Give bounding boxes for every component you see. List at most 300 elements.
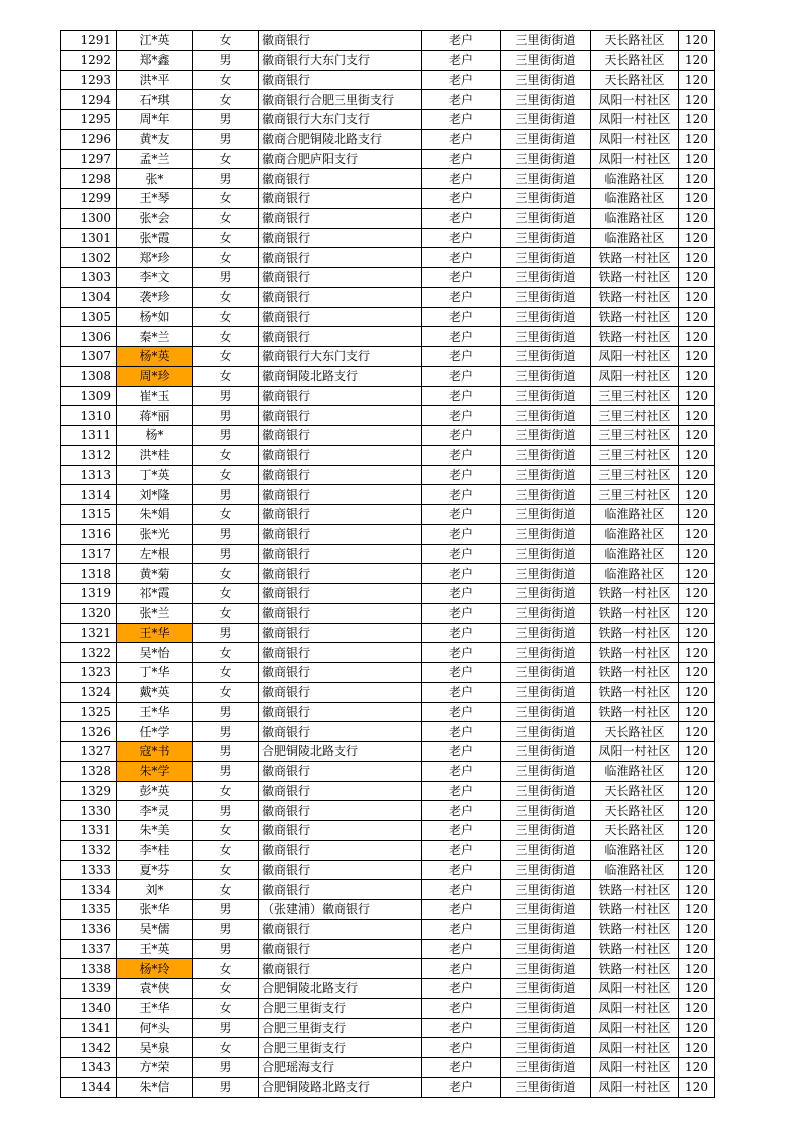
cell-unit: 徽商银行 <box>259 426 422 446</box>
cell-gender: 女 <box>193 90 259 110</box>
cell-id: 1309 <box>61 386 117 406</box>
cell-type: 老户 <box>422 90 501 110</box>
table-row <box>61 564 715 584</box>
cell-gender: 男 <box>193 1077 259 1097</box>
cell-type: 老户 <box>422 880 501 900</box>
cell-amount: 120 <box>679 919 715 939</box>
cell-community: 凤阳一村社区 <box>591 366 679 386</box>
cell-amount: 120 <box>679 366 715 386</box>
cell-street: 三里街街道 <box>501 386 591 406</box>
cell-type: 老户 <box>422 682 501 702</box>
cell-gender: 女 <box>193 663 259 683</box>
cell-amount: 120 <box>679 564 715 584</box>
cell-street: 三里街街道 <box>501 722 591 742</box>
cell-street: 三里街街道 <box>501 702 591 722</box>
cell-name: 李*文 <box>117 268 193 288</box>
cell-unit: 合肥铜陵路北路支行 <box>259 1077 422 1097</box>
cell-unit: 徽商银行 <box>259 840 422 860</box>
cell-amount: 120 <box>679 426 715 446</box>
cell-amount: 120 <box>679 781 715 801</box>
cell-street: 三里街街道 <box>501 70 591 90</box>
cell-name: 王*华 <box>117 998 193 1018</box>
cell-name: 吴*泉 <box>117 1038 193 1058</box>
cell-gender: 女 <box>193 505 259 525</box>
cell-amount: 120 <box>679 70 715 90</box>
cell-community: 临淮路社区 <box>591 189 679 209</box>
cell-id: 1313 <box>61 465 117 485</box>
cell-gender: 男 <box>193 801 259 821</box>
table-row <box>61 386 715 406</box>
table-row <box>61 129 715 149</box>
cell-unit: 徽商银行 <box>259 268 422 288</box>
table-row <box>61 406 715 426</box>
table-row <box>61 31 715 51</box>
cell-amount: 120 <box>679 110 715 130</box>
cell-id: 1336 <box>61 919 117 939</box>
cell-street: 三里街街道 <box>501 663 591 683</box>
cell-type: 老户 <box>422 1077 501 1097</box>
cell-id: 1326 <box>61 722 117 742</box>
cell-amount: 120 <box>679 801 715 821</box>
cell-id: 1331 <box>61 821 117 841</box>
cell-street: 三里街街道 <box>501 603 591 623</box>
cell-type: 老户 <box>422 110 501 130</box>
table-row <box>61 880 715 900</box>
cell-community: 临淮路社区 <box>591 208 679 228</box>
cell-community: 凤阳一村社区 <box>591 110 679 130</box>
cell-street: 三里街街道 <box>501 584 591 604</box>
cell-id: 1334 <box>61 880 117 900</box>
cell-name: 朱*美 <box>117 821 193 841</box>
cell-community: 凤阳一村社区 <box>591 1058 679 1078</box>
cell-gender: 女 <box>193 1038 259 1058</box>
cell-street: 三里街街道 <box>501 1018 591 1038</box>
cell-street: 三里街街道 <box>501 524 591 544</box>
cell-amount: 120 <box>679 465 715 485</box>
cell-unit: 徽商银行 <box>259 959 422 979</box>
cell-amount: 120 <box>679 327 715 347</box>
cell-name: 朱*娟 <box>117 505 193 525</box>
cell-community: 铁路一村社区 <box>591 584 679 604</box>
cell-community: 天长路社区 <box>591 70 679 90</box>
cell-community: 铁路一村社区 <box>591 307 679 327</box>
cell-name: 张*光 <box>117 524 193 544</box>
cell-street: 三里街街道 <box>501 485 591 505</box>
cell-street: 三里街街道 <box>501 959 591 979</box>
cell-street: 三里街街道 <box>501 1038 591 1058</box>
cell-type: 老户 <box>422 998 501 1018</box>
cell-gender: 男 <box>193 406 259 426</box>
cell-street: 三里街街道 <box>501 426 591 446</box>
cell-name: 洪*桂 <box>117 445 193 465</box>
cell-gender: 男 <box>193 426 259 446</box>
cell-community: 临淮路社区 <box>591 564 679 584</box>
cell-unit: 徽商合肥庐阳支行 <box>259 149 422 169</box>
cell-gender: 女 <box>193 149 259 169</box>
cell-amount: 120 <box>679 761 715 781</box>
cell-unit: 合肥三里街支行 <box>259 1018 422 1038</box>
cell-amount: 120 <box>679 386 715 406</box>
cell-street: 三里街街道 <box>501 919 591 939</box>
cell-amount: 120 <box>679 840 715 860</box>
cell-community: 临淮路社区 <box>591 505 679 525</box>
cell-amount: 120 <box>679 900 715 920</box>
cell-gender: 女 <box>193 228 259 248</box>
cell-unit: 徽商银行 <box>259 663 422 683</box>
cell-community: 天长路社区 <box>591 31 679 51</box>
cell-community: 天长路社区 <box>591 50 679 70</box>
cell-gender: 女 <box>193 840 259 860</box>
table-row <box>61 465 715 485</box>
cell-community: 三里三村社区 <box>591 406 679 426</box>
cell-community: 三里三村社区 <box>591 426 679 446</box>
cell-street: 三里街街道 <box>501 564 591 584</box>
cell-gender: 女 <box>193 998 259 1018</box>
cell-id: 1292 <box>61 50 117 70</box>
cell-type: 老户 <box>422 406 501 426</box>
cell-street: 三里街街道 <box>501 268 591 288</box>
cell-name: 李*灵 <box>117 801 193 821</box>
cell-unit: 徽商银行大东门支行 <box>259 50 422 70</box>
cell-type: 老户 <box>422 307 501 327</box>
cell-type: 老户 <box>422 1018 501 1038</box>
cell-type: 老户 <box>422 327 501 347</box>
table-row <box>61 821 715 841</box>
cell-community: 铁路一村社区 <box>591 919 679 939</box>
cell-name: 刘* <box>117 880 193 900</box>
cell-id: 1337 <box>61 939 117 959</box>
table-row <box>61 248 715 268</box>
cell-id: 1314 <box>61 485 117 505</box>
cell-type: 老户 <box>422 623 501 643</box>
cell-gender: 女 <box>193 564 259 584</box>
cell-amount: 120 <box>679 1018 715 1038</box>
cell-unit: 徽商银行 <box>259 623 422 643</box>
cell-id: 1305 <box>61 307 117 327</box>
cell-type: 老户 <box>422 801 501 821</box>
cell-amount: 120 <box>679 445 715 465</box>
cell-gender: 女 <box>193 781 259 801</box>
cell-amount: 120 <box>679 90 715 110</box>
cell-street: 三里街街道 <box>501 406 591 426</box>
cell-unit: 徽商银行大东门支行 <box>259 110 422 130</box>
cell-type: 老户 <box>422 149 501 169</box>
cell-community: 铁路一村社区 <box>591 682 679 702</box>
cell-community: 天长路社区 <box>591 821 679 841</box>
cell-community: 凤阳一村社区 <box>591 979 679 999</box>
cell-community: 铁路一村社区 <box>591 959 679 979</box>
cell-gender: 女 <box>193 248 259 268</box>
cell-type: 老户 <box>422 781 501 801</box>
cell-id: 1297 <box>61 149 117 169</box>
cell-name: 李*桂 <box>117 840 193 860</box>
cell-unit: 徽商银行 <box>259 327 422 347</box>
cell-name: 丁*英 <box>117 465 193 485</box>
table-row <box>61 268 715 288</box>
cell-unit: 徽商银行 <box>259 544 422 564</box>
table-row <box>61 347 715 367</box>
cell-name: 方*荣 <box>117 1058 193 1078</box>
cell-amount: 120 <box>679 505 715 525</box>
cell-id: 1319 <box>61 584 117 604</box>
cell-gender: 女 <box>193 959 259 979</box>
cell-id: 1306 <box>61 327 117 347</box>
records-table-body <box>61 31 715 1098</box>
cell-id: 1293 <box>61 70 117 90</box>
cell-amount: 120 <box>679 347 715 367</box>
cell-id: 1341 <box>61 1018 117 1038</box>
cell-name: 王*英 <box>117 939 193 959</box>
cell-id: 1301 <box>61 228 117 248</box>
cell-amount: 120 <box>679 228 715 248</box>
cell-amount: 120 <box>679 603 715 623</box>
cell-gender: 男 <box>193 623 259 643</box>
cell-unit: 徽商银行 <box>259 386 422 406</box>
table-row <box>61 900 715 920</box>
cell-name: 黄*菊 <box>117 564 193 584</box>
cell-type: 老户 <box>422 347 501 367</box>
cell-type: 老户 <box>422 445 501 465</box>
cell-id: 1315 <box>61 505 117 525</box>
cell-street: 三里街街道 <box>501 248 591 268</box>
cell-type: 老户 <box>422 129 501 149</box>
cell-street: 三里街街道 <box>501 228 591 248</box>
cell-name: 左*根 <box>117 544 193 564</box>
table-row <box>61 169 715 189</box>
cell-unit: 徽商银行 <box>259 505 422 525</box>
cell-community: 铁路一村社区 <box>591 643 679 663</box>
cell-name: 秦*兰 <box>117 327 193 347</box>
cell-amount: 120 <box>679 485 715 505</box>
cell-community: 铁路一村社区 <box>591 287 679 307</box>
cell-community: 凤阳一村社区 <box>591 998 679 1018</box>
table-row <box>61 1058 715 1078</box>
cell-unit: 徽商银行 <box>259 465 422 485</box>
cell-gender: 男 <box>193 722 259 742</box>
cell-name: 王*琴 <box>117 189 193 209</box>
cell-gender: 男 <box>193 742 259 762</box>
cell-id: 1338 <box>61 959 117 979</box>
cell-unit: 合肥三里街支行 <box>259 1038 422 1058</box>
cell-community: 临淮路社区 <box>591 169 679 189</box>
cell-community: 天长路社区 <box>591 801 679 821</box>
cell-type: 老户 <box>422 228 501 248</box>
cell-gender: 男 <box>193 50 259 70</box>
cell-name: 祁*霞 <box>117 584 193 604</box>
cell-community: 天长路社区 <box>591 781 679 801</box>
cell-type: 老户 <box>422 564 501 584</box>
cell-type: 老户 <box>422 465 501 485</box>
cell-name: 寇*书 <box>117 742 193 762</box>
cell-gender: 男 <box>193 386 259 406</box>
cell-type: 老户 <box>422 50 501 70</box>
cell-id: 1298 <box>61 169 117 189</box>
cell-id: 1321 <box>61 623 117 643</box>
cell-street: 三里街街道 <box>501 287 591 307</box>
cell-name: 何*头 <box>117 1018 193 1038</box>
cell-unit: （张建浦）徽商银行 <box>259 900 422 920</box>
cell-type: 老户 <box>422 603 501 623</box>
cell-amount: 120 <box>679 524 715 544</box>
cell-gender: 女 <box>193 860 259 880</box>
cell-name: 黄*友 <box>117 129 193 149</box>
cell-type: 老户 <box>422 189 501 209</box>
cell-amount: 120 <box>679 287 715 307</box>
cell-community: 铁路一村社区 <box>591 702 679 722</box>
cell-unit: 徽商银行 <box>259 702 422 722</box>
table-row <box>61 840 715 860</box>
cell-gender: 女 <box>193 643 259 663</box>
cell-type: 老户 <box>422 248 501 268</box>
cell-id: 1307 <box>61 347 117 367</box>
cell-street: 三里街街道 <box>501 208 591 228</box>
cell-id: 1332 <box>61 840 117 860</box>
cell-gender: 女 <box>193 307 259 327</box>
cell-gender: 女 <box>193 880 259 900</box>
table-row <box>61 90 715 110</box>
cell-gender: 女 <box>193 584 259 604</box>
cell-gender: 女 <box>193 682 259 702</box>
cell-gender: 男 <box>193 900 259 920</box>
cell-community: 铁路一村社区 <box>591 603 679 623</box>
cell-amount: 120 <box>679 1058 715 1078</box>
cell-id: 1317 <box>61 544 117 564</box>
cell-street: 三里街街道 <box>501 840 591 860</box>
cell-amount: 120 <box>679 821 715 841</box>
cell-community: 铁路一村社区 <box>591 327 679 347</box>
cell-street: 三里街街道 <box>501 623 591 643</box>
cell-unit: 徽商银行 <box>259 169 422 189</box>
cell-street: 三里街街道 <box>501 979 591 999</box>
cell-amount: 120 <box>679 406 715 426</box>
cell-community: 临淮路社区 <box>591 228 679 248</box>
table-row <box>61 801 715 821</box>
cell-name: 周*年 <box>117 110 193 130</box>
table-row <box>61 998 715 1018</box>
cell-amount: 120 <box>679 169 715 189</box>
cell-unit: 徽商银行 <box>259 228 422 248</box>
table-row <box>61 110 715 130</box>
table-row <box>61 327 715 347</box>
table-row <box>61 702 715 722</box>
table-row <box>61 544 715 564</box>
cell-street: 三里街街道 <box>501 149 591 169</box>
cell-amount: 120 <box>679 268 715 288</box>
cell-community: 三里三村社区 <box>591 445 679 465</box>
cell-type: 老户 <box>422 979 501 999</box>
cell-community: 铁路一村社区 <box>591 623 679 643</box>
cell-name: 朱*信 <box>117 1077 193 1097</box>
cell-amount: 120 <box>679 722 715 742</box>
cell-name: 丁*华 <box>117 663 193 683</box>
cell-name: 彭*英 <box>117 781 193 801</box>
cell-unit: 徽商银行 <box>259 248 422 268</box>
cell-unit: 徽商银行 <box>259 939 422 959</box>
table-row <box>61 189 715 209</box>
cell-gender: 男 <box>193 129 259 149</box>
cell-type: 老户 <box>422 426 501 446</box>
cell-amount: 120 <box>679 1038 715 1058</box>
cell-name: 吴*儒 <box>117 919 193 939</box>
cell-street: 三里街街道 <box>501 1077 591 1097</box>
table-row <box>61 524 715 544</box>
cell-id: 1302 <box>61 248 117 268</box>
cell-gender: 男 <box>193 169 259 189</box>
cell-street: 三里街街道 <box>501 880 591 900</box>
cell-street: 三里街街道 <box>501 643 591 663</box>
cell-type: 老户 <box>422 584 501 604</box>
cell-amount: 120 <box>679 682 715 702</box>
cell-name: 崔*玉 <box>117 386 193 406</box>
cell-id: 1330 <box>61 801 117 821</box>
cell-name: 夏*芬 <box>117 860 193 880</box>
table-row <box>61 761 715 781</box>
cell-type: 老户 <box>422 742 501 762</box>
cell-street: 三里街街道 <box>501 900 591 920</box>
cell-type: 老户 <box>422 860 501 880</box>
cell-name: 刘*隆 <box>117 485 193 505</box>
cell-name: 任*学 <box>117 722 193 742</box>
cell-type: 老户 <box>422 722 501 742</box>
cell-unit: 徽商银行 <box>259 445 422 465</box>
cell-unit: 合肥三里街支行 <box>259 998 422 1018</box>
cell-gender: 男 <box>193 939 259 959</box>
table-row <box>61 919 715 939</box>
cell-gender: 男 <box>193 485 259 505</box>
cell-type: 老户 <box>422 702 501 722</box>
cell-amount: 120 <box>679 860 715 880</box>
cell-community: 铁路一村社区 <box>591 248 679 268</box>
cell-community: 铁路一村社区 <box>591 900 679 920</box>
table-row <box>61 445 715 465</box>
cell-street: 三里街街道 <box>501 90 591 110</box>
cell-gender: 男 <box>193 544 259 564</box>
cell-unit: 徽商银行 <box>259 801 422 821</box>
cell-id: 1342 <box>61 1038 117 1058</box>
cell-id: 1329 <box>61 781 117 801</box>
cell-id: 1327 <box>61 742 117 762</box>
table-row <box>61 682 715 702</box>
cell-unit: 徽商银行 <box>259 860 422 880</box>
cell-gender: 男 <box>193 761 259 781</box>
cell-street: 三里街街道 <box>501 505 591 525</box>
cell-unit: 徽商合肥铜陵北路支行 <box>259 129 422 149</box>
cell-street: 三里街街道 <box>501 366 591 386</box>
cell-id: 1311 <box>61 426 117 446</box>
cell-community: 天长路社区 <box>591 722 679 742</box>
cell-gender: 女 <box>193 70 259 90</box>
cell-id: 1343 <box>61 1058 117 1078</box>
cell-unit: 合肥铜陵北路支行 <box>259 979 422 999</box>
cell-amount: 120 <box>679 149 715 169</box>
cell-id: 1294 <box>61 90 117 110</box>
cell-community: 凤阳一村社区 <box>591 1077 679 1097</box>
cell-community: 铁路一村社区 <box>591 880 679 900</box>
cell-type: 老户 <box>422 366 501 386</box>
cell-name: 杨* <box>117 426 193 446</box>
cell-street: 三里街街道 <box>501 801 591 821</box>
table-row <box>61 1077 715 1097</box>
cell-street: 三里街街道 <box>501 445 591 465</box>
cell-street: 三里街街道 <box>501 31 591 51</box>
table-row <box>61 426 715 446</box>
table-row <box>61 781 715 801</box>
cell-type: 老户 <box>422 169 501 189</box>
cell-id: 1323 <box>61 663 117 683</box>
cell-street: 三里街街道 <box>501 939 591 959</box>
cell-gender: 女 <box>193 347 259 367</box>
cell-community: 凤阳一村社区 <box>591 90 679 110</box>
